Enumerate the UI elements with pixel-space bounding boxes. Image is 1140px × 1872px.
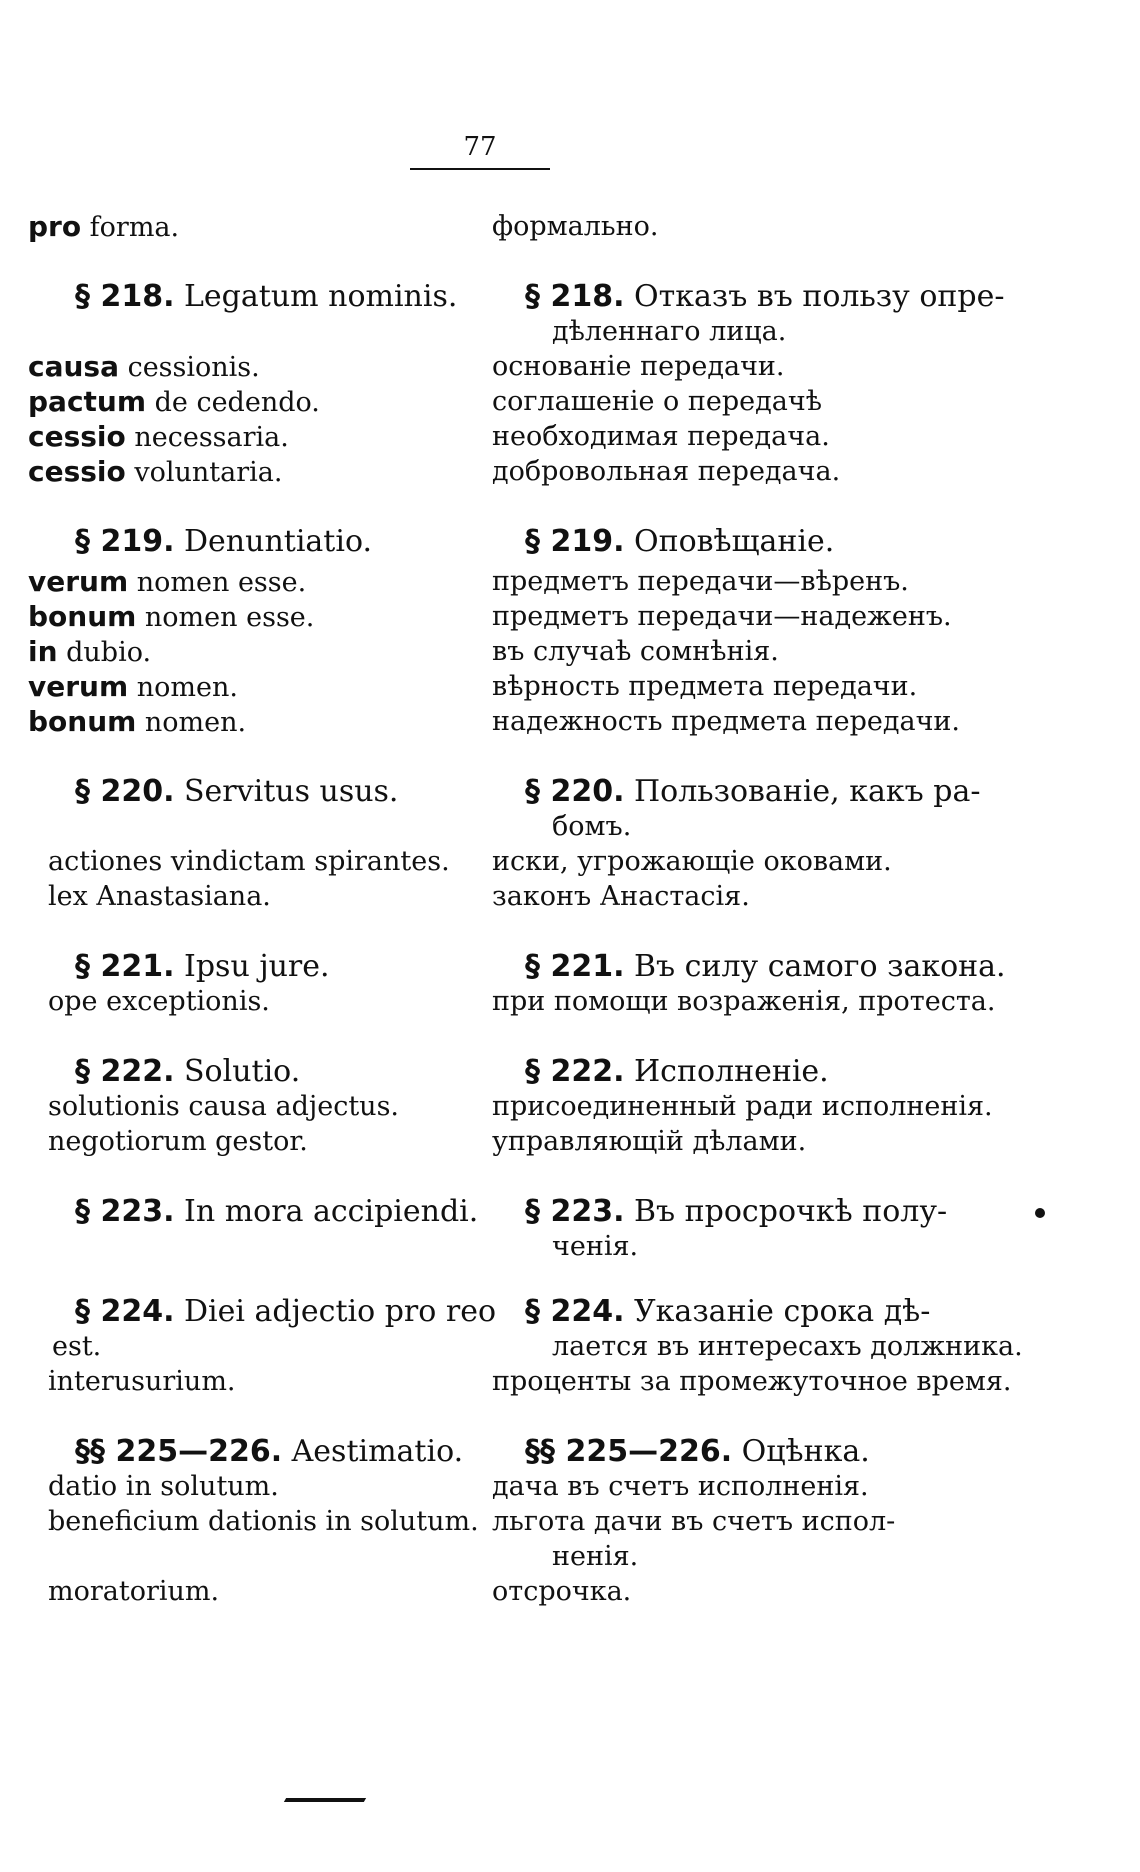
russian-translation: надежность предмета передачи.	[492, 706, 960, 737]
latin-phrase: forma.	[81, 212, 180, 243]
latin-keyword: cessio	[28, 420, 126, 453]
section-heading-latin	[75, 1435, 463, 1469]
section-title: Diei adjectio pro reo	[174, 1294, 497, 1329]
latin-keyword: in	[28, 635, 58, 668]
russian-translation: предметъ передачи—надеженъ.	[492, 601, 952, 632]
latin-phrase: nomen esse.	[136, 602, 315, 633]
section-title: Ipsu jure.	[174, 949, 330, 984]
latin-term	[48, 1505, 479, 1539]
latin-phrase: negotiorum gestor.	[48, 1126, 308, 1157]
latin-phrase: beneficium dationis in solutum.	[48, 1506, 479, 1537]
section-number: § 220.	[525, 774, 625, 809]
russian-translation: дача въ счетъ исполненія.	[492, 1471, 869, 1502]
latin-phrase: interusurium.	[48, 1366, 236, 1397]
latin-term	[28, 455, 282, 490]
section-number: § 223.	[75, 1194, 175, 1229]
latin-phrase: datio in solutum.	[48, 1471, 279, 1502]
section-number: § 219.	[75, 524, 175, 559]
latin-phrase: de cedendo.	[146, 387, 320, 418]
russian-translation: законъ Анастасія.	[492, 881, 750, 912]
latin-phrase: solutionis causa adjectus.	[48, 1091, 400, 1122]
section-title: Пользованіе, какъ ра-	[624, 774, 981, 809]
section-heading-latin	[75, 775, 398, 809]
russian-translation: при помощи возраженія, протеста.	[492, 986, 996, 1017]
section-number: § 218.	[525, 279, 625, 314]
section-title: In mora accipiendi.	[174, 1194, 479, 1229]
section-heading-russian	[525, 1295, 930, 1329]
section-heading-russian	[525, 525, 834, 559]
translation-continued: ненія.	[552, 1541, 639, 1572]
section-number: §§ 225—226.	[525, 1434, 733, 1469]
section-title: Aestimatio.	[282, 1434, 464, 1469]
latin-term	[28, 600, 314, 635]
latin-phrase: nomen.	[128, 672, 238, 703]
latin-term	[48, 1125, 308, 1159]
section-title: Указаніе срока дѣ-	[624, 1294, 931, 1329]
section-title: Denuntiatio.	[174, 524, 373, 559]
section-number: §§ 225—226.	[75, 1434, 283, 1469]
russian-translation: иски, угрожающіе оковами.	[492, 846, 892, 877]
latin-keyword: bonum	[28, 705, 137, 738]
latin-keyword: pro	[28, 210, 82, 243]
latin-phrase: nomen esse.	[128, 567, 307, 598]
section-number: § 224.	[525, 1294, 625, 1329]
page-number: 77	[410, 132, 550, 170]
section-number: § 224.	[75, 1294, 175, 1329]
decorative-dash	[284, 1798, 366, 1802]
latin-term	[28, 385, 320, 420]
latin-keyword: bonum	[28, 600, 137, 633]
section-number: § 222.	[525, 1054, 625, 1089]
latin-term	[28, 420, 289, 455]
section-number: § 223.	[525, 1194, 625, 1229]
section-title: Servitus usus.	[174, 774, 399, 809]
section-heading-latin	[75, 950, 330, 984]
latin-keyword: causa	[28, 350, 119, 383]
russian-translation: проценты за промежуточное время.	[492, 1366, 1012, 1397]
section-heading-russian	[525, 1055, 829, 1089]
latin-term	[48, 985, 270, 1019]
section-title: Исполненіе.	[624, 1054, 829, 1089]
russian-translation: соглашеніе о передачѣ	[492, 386, 822, 417]
section-heading-russian	[525, 1435, 870, 1469]
latin-keyword: verum	[28, 670, 129, 703]
section-heading-latin	[75, 1195, 478, 1229]
russian-translation: предметъ передачи—вѣренъ.	[492, 566, 909, 597]
latin-keyword: verum	[28, 565, 129, 598]
section-title: Legatum nominis.	[174, 279, 458, 314]
russian-translation: вѣрность предмета передачи.	[492, 671, 918, 702]
section-heading-russian	[525, 775, 980, 809]
section-heading-latin	[75, 1055, 300, 1089]
latin-term	[28, 350, 260, 385]
section-title-continued: бомъ.	[552, 811, 632, 842]
latin-term	[48, 1470, 279, 1504]
section-heading-russian	[525, 950, 1006, 984]
latin-term	[48, 1090, 399, 1124]
section-heading-latin	[75, 1295, 496, 1329]
latin-phrase: nomen.	[136, 707, 247, 738]
section-number: § 219.	[525, 524, 625, 559]
russian-translation: основаніе передачи.	[492, 351, 785, 382]
russian-translation: формально.	[492, 211, 659, 242]
latin-term	[28, 210, 179, 245]
section-heading-latin	[75, 280, 457, 314]
latin-phrase: actiones vindictam spirantes.	[48, 846, 450, 877]
latin-phrase: necessaria.	[125, 422, 289, 453]
stray-dot	[1035, 1208, 1045, 1218]
section-title-continued: ченія.	[552, 1231, 639, 1262]
latin-phrase: lex Anastasiana.	[48, 881, 271, 912]
russian-translation: льгота дачи въ счетъ испол-	[492, 1506, 896, 1537]
section-number: § 222.	[75, 1054, 175, 1089]
latin-phrase: cessionis.	[119, 352, 260, 383]
latin-term	[28, 565, 306, 600]
latin-keyword: pactum	[28, 385, 147, 418]
russian-translation: добровольная передача.	[492, 456, 841, 487]
section-title: Оцѣнка.	[732, 1434, 870, 1469]
section-number: § 221.	[525, 949, 625, 984]
latin-phrase: dubio.	[57, 637, 152, 668]
latin-term	[28, 705, 246, 740]
latin-phrase: ope exceptionis.	[48, 986, 270, 1017]
section-title-continued: лается въ интересахъ должника.	[552, 1331, 1023, 1362]
russian-translation: въ случаѣ сомнѣнія.	[492, 636, 779, 667]
latin-term	[28, 670, 238, 705]
russian-translation: управляющій дѣлами.	[492, 1126, 807, 1157]
section-title-continued: est.	[52, 1331, 102, 1362]
latin-keyword: cessio	[28, 455, 126, 488]
latin-term	[48, 1575, 219, 1609]
section-title: Въ просрочкѣ полу-	[624, 1194, 948, 1229]
section-title: Въ силу самого закона.	[624, 949, 1006, 984]
section-heading-russian	[525, 280, 1004, 314]
section-number: § 221.	[75, 949, 175, 984]
section-number: § 220.	[75, 774, 175, 809]
latin-phrase: moratorium.	[48, 1576, 220, 1607]
latin-term	[48, 880, 271, 914]
section-heading-russian	[525, 1195, 947, 1229]
section-heading-latin	[75, 525, 372, 559]
section-title: Отказъ въ пользу опре-	[624, 279, 1005, 314]
latin-phrase: voluntaria.	[125, 457, 283, 488]
russian-translation: отсрочка.	[492, 1576, 632, 1607]
russian-translation: присоединенный ради исполненія.	[492, 1091, 993, 1122]
latin-term	[28, 635, 151, 670]
section-title-continued: дѣленнаго лица.	[552, 316, 787, 347]
latin-term	[48, 1365, 236, 1399]
russian-translation: необходимая передача.	[492, 421, 830, 452]
section-title: Solutio.	[174, 1054, 301, 1089]
latin-term	[48, 845, 450, 879]
section-number: § 218.	[75, 279, 175, 314]
section-title: Оповѣщаніе.	[624, 524, 835, 559]
